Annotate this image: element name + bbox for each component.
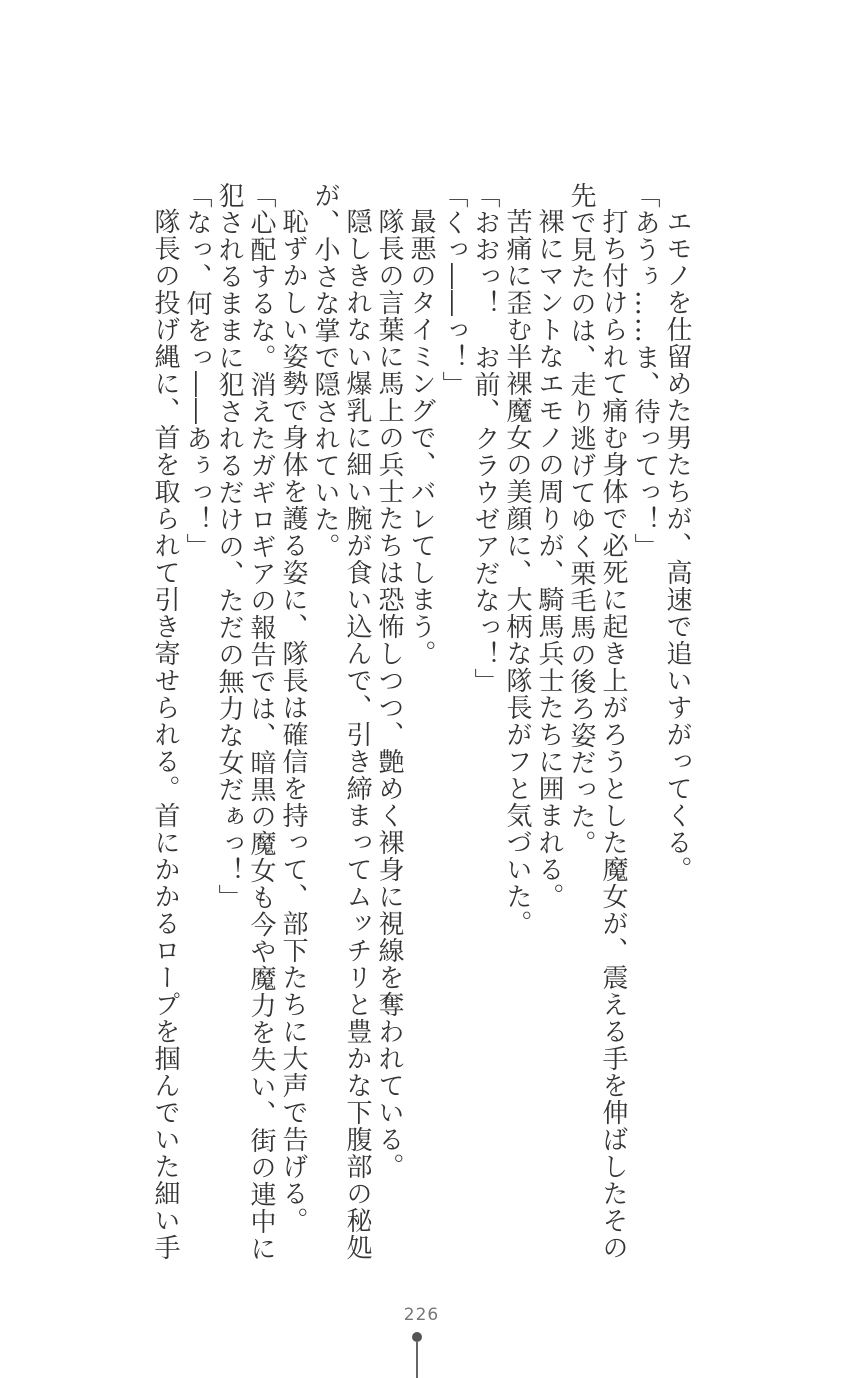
text-line: 「なっ、何をっ――あぅっ！」 xyxy=(182,182,212,560)
text-line: 先で見たのは、走り逃げてゆく栗毛馬の後ろ姿だった。 xyxy=(566,182,596,857)
text-line: 隊長の言葉に馬上の兵士たちは恐怖しつつ、艶めく裸身に視線を奪われている。 xyxy=(374,208,404,1180)
text-line: 最悪のタイミングで、バレてしまう。 xyxy=(406,208,436,667)
text-line: 恥ずかしい姿勢で身体を護る姿に、隊長は確信を持って、部下たちに大声で告げる。 xyxy=(278,208,308,1234)
text-line: 裸にマントなエモノの周りが、騎馬兵士たちに囲まれる。 xyxy=(534,208,564,910)
text-line: 「くっ――っ！」 xyxy=(438,182,468,398)
text-line: 「心配するな。消えたガギロギアの報告では、暗黒の魔女も今や魔力を失い、街の連中に xyxy=(246,182,276,1262)
text-line: 「あうぅ……ま、待ってっ！」 xyxy=(630,182,660,560)
text-line: が、小さな掌で隠されていた。 xyxy=(310,182,340,560)
vertical-text-body xyxy=(149,182,693,1262)
page-marker-rule xyxy=(416,1342,418,1378)
text-line: 犯されるままに犯されるだけの、ただの無力な女だぁっ！」 xyxy=(214,182,244,911)
text-line: 苦痛に歪む半裸魔女の美顔に、大柄な隊長がフと気づいた。 xyxy=(502,208,532,937)
text-line: 「おおっ！ お前、クラウゼアだなっ！」 xyxy=(470,182,500,695)
text-line: エモノを仕留めた男たちが、高速で追いすがってくる。 xyxy=(662,208,692,883)
text-line: 隠しきれない爆乳に細い腕が食い込んで、引き締まってムッチリと豊かな下腹部の秘処 xyxy=(342,208,372,1261)
page-number: 226 xyxy=(403,1305,440,1325)
text-line: 隊長の投げ縄に、首を取られて引き寄せられる。首にかかるロープを掴んでいた細い手 xyxy=(150,208,180,1261)
page-marker-dot xyxy=(412,1332,422,1342)
text-line: 打ち付けられて痛む身体で必死に起き上がろうとした魔女が、震える手を伸ばしたその xyxy=(598,208,628,1261)
page-footer xyxy=(0,1305,843,1325)
